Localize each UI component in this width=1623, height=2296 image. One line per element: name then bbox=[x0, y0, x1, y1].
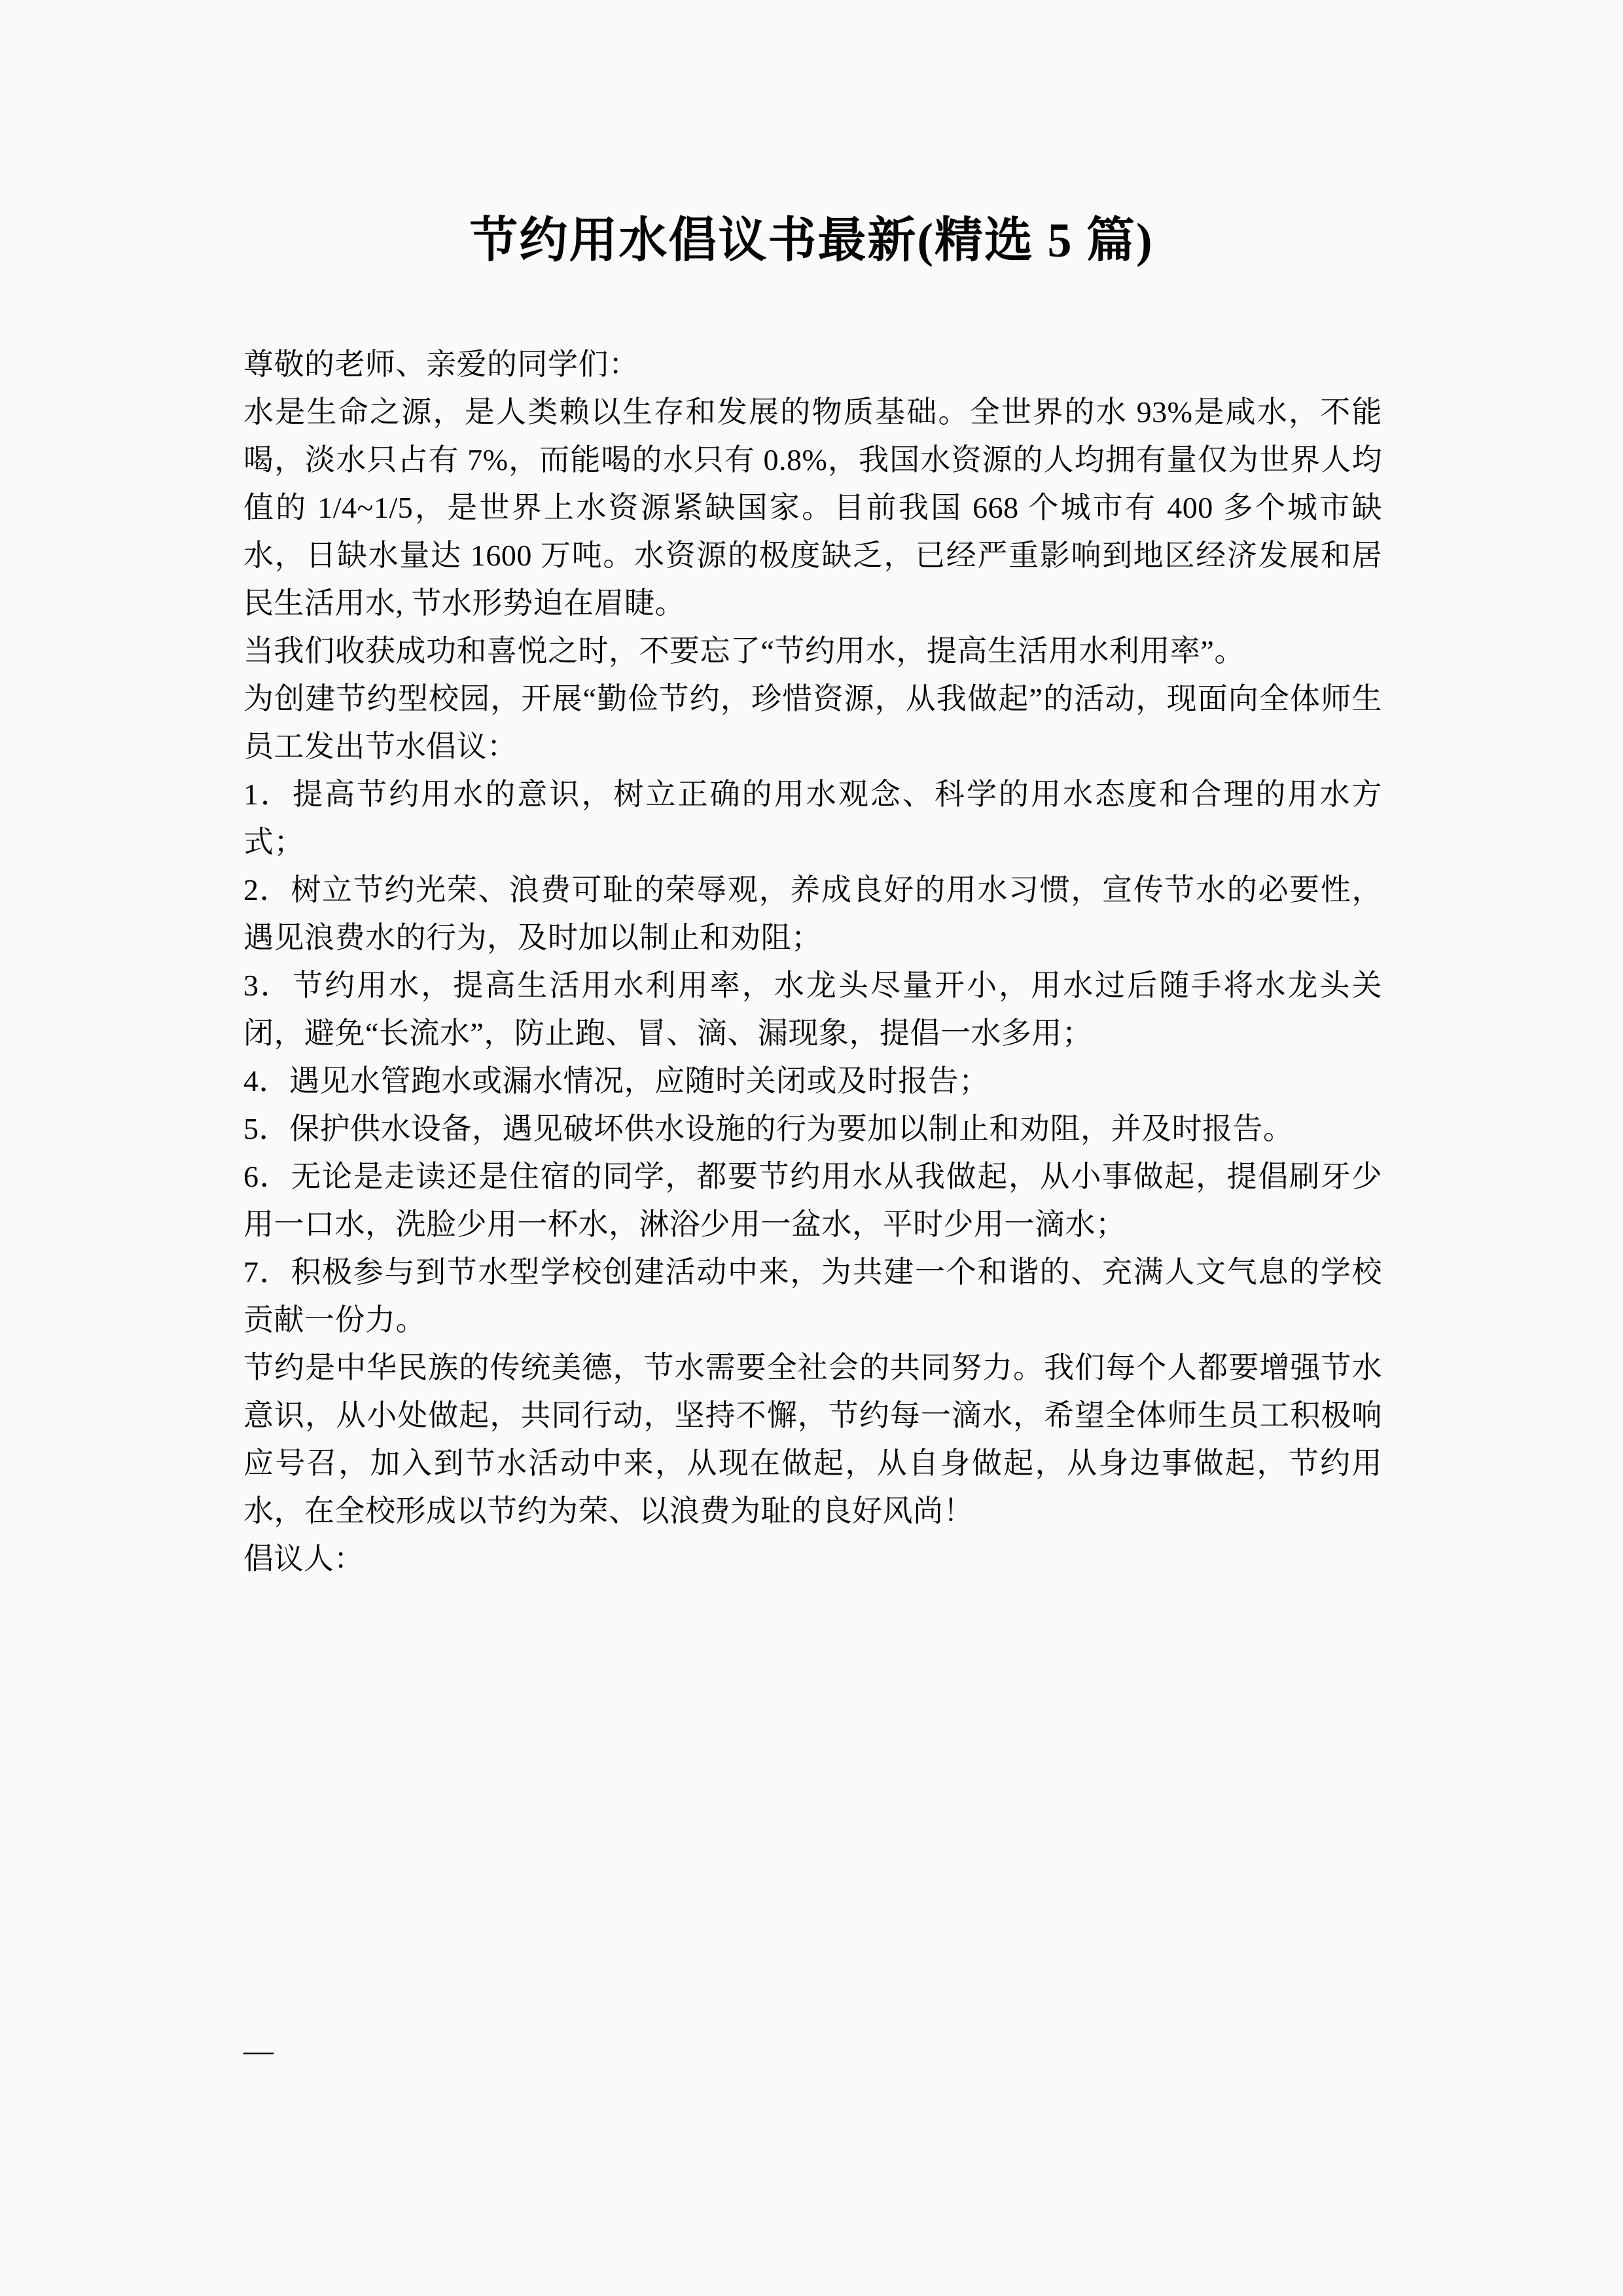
proposal-item-7: 7．积极参与到节水型学校创建活动中来，为共建一个和谐的、充满人文气息的学校贡献一份力。 bbox=[243, 1255, 1382, 1336]
page-title: 节约用水倡议书最新(精选 5 篇) bbox=[469, 213, 1154, 268]
intro-paragraph-3: 为创建节约型校园，开展“勤俭节约，珍惜资源，从我做起”的活动，现面向全体师生员工发出节水倡议： bbox=[243, 682, 1382, 763]
footer-dash-mark: — bbox=[243, 2034, 274, 2067]
signature-label: 倡议人： bbox=[243, 1542, 364, 1575]
proposal-item-2: 2．树立节约光荣、浪费可耻的荣辱观，养成良好的用水习惯，宣传节水的必要性，遇见浪费水的行为，及时加以制止和劝阻； bbox=[243, 873, 1382, 954]
proposal-item-3: 3．节约用水，提高生活用水利用率，水龙头尽量开小，用水过后随手将水龙头关闭，避免“长流水”，防止跑、冒、滴、漏现象，提倡一水多用； bbox=[243, 969, 1382, 1050]
intro-paragraph-1: 水是生命之源，是人类赖以生存和发展的物质基础。全世界的水 93%是咸水，不能喝，淡水只占有 7%，而能喝的水只有 0.8%，我国水资源的人均拥有量仅为世界人均值的 1/4~1/5，是世界上水资源紧缺国家。目前我国 668 个城市有 400 多个城市缺水，日缺水量达 1600 万吨。水资源的极度缺乏，已经严重影响到地区经济发展和居民生活用水, 节水形势迫在眉睫。 bbox=[243, 395, 1382, 620]
salutation-line: 尊敬的老师、亲爱的同学们： bbox=[243, 348, 639, 381]
intro-paragraph-2: 当我们收获成功和喜悦之时，不要忘了“节约用水，提高生活用水利用率”。 bbox=[243, 634, 1245, 668]
proposal-item-5: 5．保护供水设备，遇见破坏供水设施的行为要加以制止和劝阻，并及时报告。 bbox=[243, 1112, 1294, 1145]
proposal-item-6: 6．无论是走读还是住宿的同学，都要节约用水从我做起，从小事做起，提倡刷牙少用一口水，洗脸少用一杯水，淋浴少用一盆水，平时少用一滴水； bbox=[243, 1160, 1382, 1241]
proposal-item-1: 1．提高节约用水的意识，树立正确的用水观念、科学的用水态度和合理的用水方式； bbox=[243, 778, 1382, 859]
document-body bbox=[243, 340, 1382, 1583]
proposal-item-4: 4．遇见水管跑水或漏水情况，应随时关闭或及时报告； bbox=[243, 1064, 990, 1098]
closing-paragraph: 节约是中华民族的传统美德，节水需要全社会的共同努力。我们每个人都要增强节水意识，从小处做起，共同行动，坚持不懈，节约每一滴水，希望全体师生员工积极响应号召，加入到节水活动中来，从现在做起，从自身做起，从身边事做起，节约用水，在全校形成以节约为荣、以浪费为耻的良好风尚！ bbox=[243, 1351, 1382, 1528]
